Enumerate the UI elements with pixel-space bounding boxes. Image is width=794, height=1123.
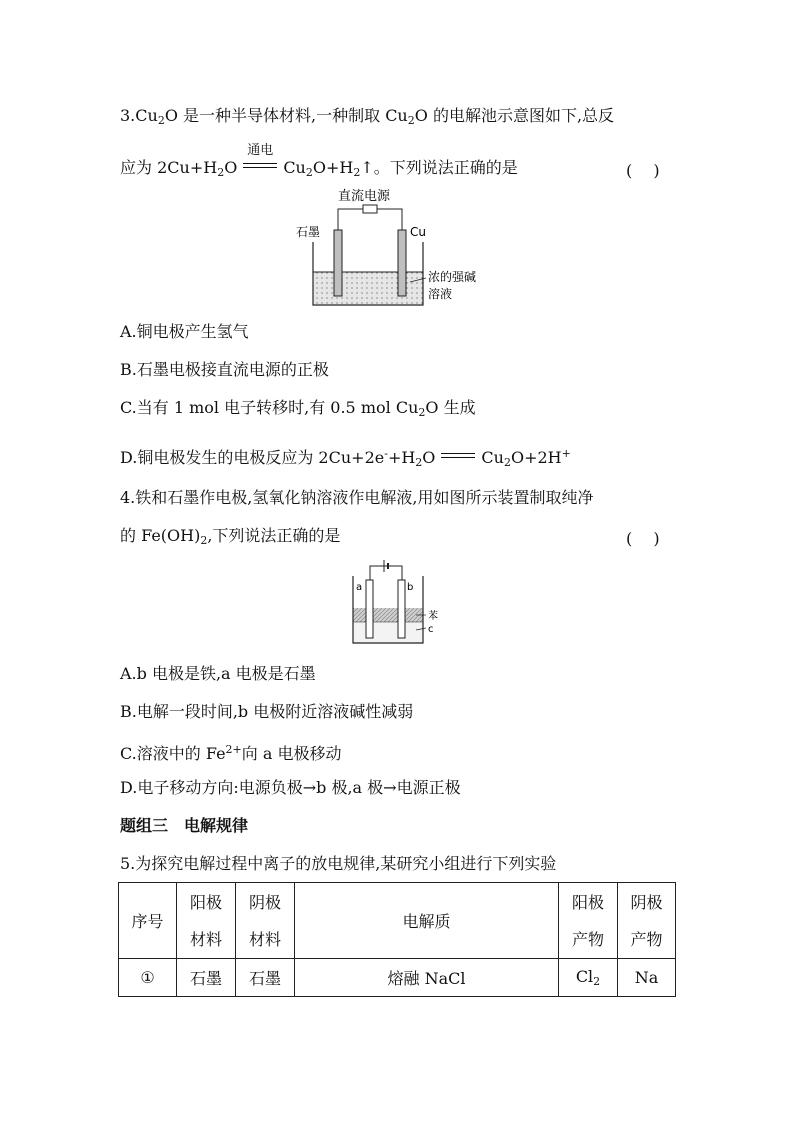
q4-option-d: D.电子移动方向:电源负极→b 极,a 极→电源正极 xyxy=(120,778,461,797)
electrode-b-label: b xyxy=(407,582,414,593)
electrode-a-label: a xyxy=(356,582,363,593)
solution-label-line-2: 溶液 xyxy=(428,287,453,301)
q3-option-d: D.铜电极发生的电极反应为 $2Cu+2e^-+H_2O$ $Cu_2O+2H^+$ xyxy=(120,447,571,469)
cell-anode-product: $Cl_2$ xyxy=(559,959,618,997)
condition-label: 通电 xyxy=(247,143,274,158)
power-source-symbol xyxy=(363,205,377,213)
q4-option-b: B.电解一段时间,b 电极附近溶液碱性减弱 xyxy=(120,702,414,721)
table-header-row xyxy=(119,883,676,959)
experiment-table xyxy=(118,882,676,997)
reaction-equals-sign xyxy=(243,143,277,171)
cell-index: ① xyxy=(119,959,177,997)
header-anode-product: 阳极 产物 xyxy=(559,883,618,959)
benzene-label: 苯 xyxy=(428,611,438,622)
cell-anode-material: 石墨 xyxy=(177,959,236,997)
header-anode-material: 阳极 材料 xyxy=(177,883,236,959)
electrolytic-cell-diagram xyxy=(290,186,500,314)
q4-stem-line-2: 的 $Fe(OH)_2$,下列说法正确的是 xyxy=(120,526,341,547)
cell-cathode-material: 石墨 xyxy=(236,959,295,997)
benzene-texture xyxy=(353,608,423,622)
q4-answer-paren: ( ) xyxy=(626,529,660,548)
q4-option-a: A.b 电极是铁,a 电极是石墨 xyxy=(120,664,316,683)
solution-label-line-1: 浓的强碱 xyxy=(428,270,477,284)
graphite-electrode xyxy=(334,230,342,296)
q3-option-b: B.石墨电极接直流电源的正极 xyxy=(120,360,329,379)
header-cathode-product: 阴极 产物 xyxy=(618,883,676,959)
section-heading: 题组三 电解规律 xyxy=(120,816,249,835)
q3-option-a: A.铜电极产生氢气 xyxy=(120,322,249,341)
cell-electrolyte: 熔融 NaCl xyxy=(295,959,559,997)
cell-cathode-product: Na xyxy=(618,959,676,997)
circuit-wire xyxy=(370,566,402,580)
electrolyte-solution xyxy=(353,622,423,643)
power-source-label: 直流电源 xyxy=(338,189,391,204)
fe-oh2-apparatus-diagram xyxy=(346,556,450,648)
header-index: 序号 xyxy=(119,883,177,959)
solution-c-label: c xyxy=(428,624,434,635)
q3-stem-line-2: 应为 $2Cu+H_2O$ 通电 $Cu_2O+H_2↑$。下列说法正确的是 xyxy=(120,143,518,179)
header-electrolyte: 电解质 xyxy=(295,883,559,959)
reaction-equals-sign xyxy=(441,451,475,461)
q3-option-c: C.当有 1 mol 电子转移时,有 0.5 mol $Cu_2O$ 生成 xyxy=(120,398,476,419)
q4-option-c: C.溶液中的 $Fe^{2+}$向 a 电极移动 xyxy=(120,743,342,763)
q3-stem-line-1: $3.Cu_2O$ 是一种半导体材料,一种制取 $Cu_2O$ 的电解池示意图如下,总反 xyxy=(120,106,615,127)
copper-electrode xyxy=(398,230,406,296)
q5-intro: 5.为探究电解过程中离子的放电规律,某研究小组进行下列实验 xyxy=(120,854,557,873)
electrode-a xyxy=(366,580,373,638)
right-electrode-label: Cu xyxy=(410,225,426,239)
left-electrode-label: 石墨 xyxy=(296,225,321,239)
electrode-b xyxy=(398,580,405,638)
header-cathode-material: 阴极 材料 xyxy=(236,883,295,959)
q3-answer-paren: ( ) xyxy=(626,161,660,180)
q4-stem-line-1: 4.铁和石墨作电极,氢氧化钠溶液作电解液,用如图所示装置制取纯净 xyxy=(120,488,594,507)
table-row xyxy=(119,959,676,997)
